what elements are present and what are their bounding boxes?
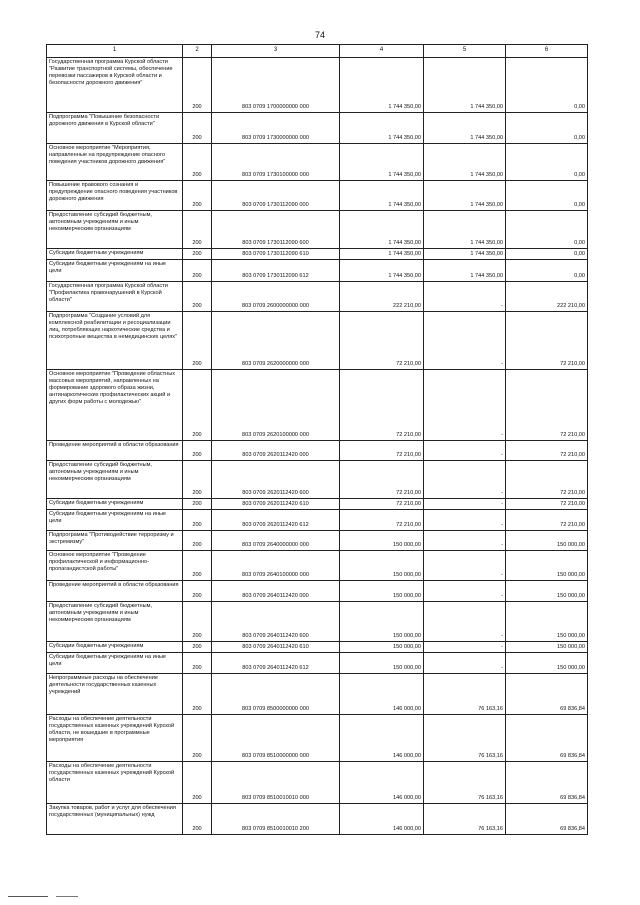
table-header-row bbox=[47, 45, 588, 58]
row-code: 200 bbox=[183, 602, 212, 642]
row-approved: 146 000,00 bbox=[340, 715, 424, 762]
row-unexecuted: 150 000,00 bbox=[506, 551, 588, 581]
row-classifier: 803 0709 2640000000 000 bbox=[212, 531, 340, 551]
row-executed: - bbox=[424, 441, 506, 461]
table-row bbox=[47, 762, 588, 804]
row-executed: 76 163,16 bbox=[424, 715, 506, 762]
row-executed: - bbox=[424, 282, 506, 312]
row-executed: 1 744 350,00 bbox=[424, 181, 506, 211]
row-code: 200 bbox=[183, 461, 212, 499]
row-code: 200 bbox=[183, 762, 212, 804]
page-number: 74 bbox=[314, 30, 325, 40]
row-approved: 150 000,00 bbox=[340, 551, 424, 581]
row-name: Субсидии бюджетным учреждениям на иные цели bbox=[47, 510, 183, 531]
row-classifier: 803 0709 2620112420 612 bbox=[212, 510, 340, 531]
row-name: Непрограммные расходы на обеспечение деятельности государственных казенных учреждений bbox=[47, 674, 183, 715]
row-classifier: 803 0709 1730100000 000 bbox=[212, 144, 340, 181]
row-unexecuted: 0,00 bbox=[506, 144, 588, 181]
row-approved: 72 210,00 bbox=[340, 461, 424, 499]
row-code: 200 bbox=[183, 370, 212, 441]
row-name: Основное мероприятие "Мероприятия, направленные на предупреждение опасного поведения участников дорожного движения" bbox=[47, 144, 183, 181]
row-code: 200 bbox=[183, 312, 212, 370]
row-name: Субсидии бюджетным учреждениям bbox=[47, 249, 183, 260]
table-row bbox=[47, 144, 588, 181]
row-executed: - bbox=[424, 370, 506, 441]
row-name: Основное мероприятие "Проведение профилактической и информационно-пропагандистской работы" bbox=[47, 551, 183, 581]
table-row bbox=[47, 441, 588, 461]
row-executed: - bbox=[424, 602, 506, 642]
row-name: Государственная программа Курской области "Развитие транспортной системы, обеспечение перевозки пассажиров в Курской области и безопасности дорожного движения" bbox=[47, 58, 183, 113]
row-executed: - bbox=[424, 581, 506, 602]
row-unexecuted: 72 210,00 bbox=[506, 312, 588, 370]
row-code: 200 bbox=[183, 499, 212, 510]
row-name: Субсидии бюджетным учреждениям на иные цели bbox=[47, 653, 183, 674]
row-executed: 1 744 350,00 bbox=[424, 260, 506, 282]
row-classifier: 803 0709 2640112420 000 bbox=[212, 581, 340, 602]
row-approved: 150 000,00 bbox=[340, 653, 424, 674]
row-executed: - bbox=[424, 653, 506, 674]
row-approved: 146 000,00 bbox=[340, 804, 424, 835]
row-approved: 150 000,00 bbox=[340, 581, 424, 602]
table-row bbox=[47, 312, 588, 370]
row-executed: - bbox=[424, 642, 506, 653]
row-name: Основное мероприятие "Проведение областных массовых мероприятий, направленных на формирование здорового образа жизни, антинаркотических профилактических акций и других форм работы с молодежью" bbox=[47, 370, 183, 441]
row-classifier: 803 0709 8510010010 200 bbox=[212, 804, 340, 835]
row-unexecuted: 150 000,00 bbox=[506, 653, 588, 674]
row-unexecuted: 69 836,84 bbox=[506, 762, 588, 804]
row-classifier: 803 0709 2640112420 610 bbox=[212, 642, 340, 653]
row-classifier: 803 0709 1730112090 600 bbox=[212, 211, 340, 249]
row-approved: 222 210,00 bbox=[340, 282, 424, 312]
row-unexecuted: 69 836,84 bbox=[506, 674, 588, 715]
row-name: Субсидии бюджетным учреждениям на иные цели bbox=[47, 260, 183, 282]
table-row bbox=[47, 58, 588, 113]
row-classifier: 803 0709 2640112420 600 bbox=[212, 602, 340, 642]
row-name: Проведение мероприятий в области образования bbox=[47, 441, 183, 461]
row-code: 200 bbox=[183, 249, 212, 260]
row-unexecuted: 150 000,00 bbox=[506, 602, 588, 642]
row-executed: 76 163,16 bbox=[424, 762, 506, 804]
row-unexecuted: 72 210,00 bbox=[506, 510, 588, 531]
row-unexecuted: 150 000,00 bbox=[506, 581, 588, 602]
row-code: 200 bbox=[183, 144, 212, 181]
row-unexecuted: 69 836,84 bbox=[506, 804, 588, 835]
row-approved: 1 744 350,00 bbox=[340, 260, 424, 282]
row-executed: - bbox=[424, 510, 506, 531]
table-row bbox=[47, 181, 588, 211]
row-name: Подпрограмма "Противодействие терроризму и экстремизму" bbox=[47, 531, 183, 551]
row-code: 200 bbox=[183, 211, 212, 249]
row-executed: - bbox=[424, 499, 506, 510]
row-name: Подпрограмма "Создание условий для комплексной реабилитации и ресоциализации лиц, потребляющих наркотические средства и психотропные вещества в немедицинских целях" bbox=[47, 312, 183, 370]
row-name: Предоставление субсидий бюджетным, автономным учреждениям и иным некоммерческим организациям bbox=[47, 602, 183, 642]
column-header: 1 bbox=[47, 45, 183, 58]
budget-table bbox=[46, 44, 588, 835]
row-name: Предоставление субсидий бюджетным, автономным учреждениям и иным некоммерческим организациям bbox=[47, 211, 183, 249]
row-classifier: 803 0709 2640100000 000 bbox=[212, 551, 340, 581]
row-classifier: 803 0709 2620000000 000 bbox=[212, 312, 340, 370]
table-row bbox=[47, 370, 588, 441]
row-classifier: 803 0709 8510000000 000 bbox=[212, 715, 340, 762]
row-executed: 1 744 350,00 bbox=[424, 113, 506, 144]
row-classifier: 803 0709 8510010010 000 bbox=[212, 762, 340, 804]
row-code: 200 bbox=[183, 282, 212, 312]
row-unexecuted: 72 210,00 bbox=[506, 499, 588, 510]
row-name: Субсидии бюджетным учреждениям bbox=[47, 499, 183, 510]
table-row bbox=[47, 282, 588, 312]
row-unexecuted: 72 210,00 bbox=[506, 461, 588, 499]
row-unexecuted: 72 210,00 bbox=[506, 441, 588, 461]
column-header: 5 bbox=[424, 45, 506, 58]
row-name: Закупка товаров, работ и услуг для обеспечения государственных (муниципальных) нужд bbox=[47, 804, 183, 835]
table-row bbox=[47, 113, 588, 144]
table-row bbox=[47, 715, 588, 762]
row-executed: - bbox=[424, 312, 506, 370]
row-name: Государственная программа Курской области "Профилактика правонарушений в Курской области" bbox=[47, 282, 183, 312]
row-code: 200 bbox=[183, 804, 212, 835]
row-executed: - bbox=[424, 551, 506, 581]
row-classifier: 803 0709 1730112090 000 bbox=[212, 181, 340, 211]
table-row bbox=[47, 602, 588, 642]
row-code: 200 bbox=[183, 674, 212, 715]
column-header: 4 bbox=[340, 45, 424, 58]
table-row bbox=[47, 804, 588, 835]
row-code: 200 bbox=[183, 581, 212, 602]
row-unexecuted: 0,00 bbox=[506, 113, 588, 144]
row-approved: 150 000,00 bbox=[340, 642, 424, 653]
row-classifier: 803 0709 2640112420 612 bbox=[212, 653, 340, 674]
row-name: Расходы на обеспечение деятельности государственных казенных учреждений Курской области, не вошедшие в программные мероприятия bbox=[47, 715, 183, 762]
row-code: 200 bbox=[183, 531, 212, 551]
table-row bbox=[47, 211, 588, 249]
row-unexecuted: 150 000,00 bbox=[506, 642, 588, 653]
table-row bbox=[47, 249, 588, 260]
row-executed: 1 744 350,00 bbox=[424, 144, 506, 181]
table-row bbox=[47, 531, 588, 551]
row-code: 200 bbox=[183, 642, 212, 653]
row-name: Расходы на обеспечение деятельности государственных казенных учреждений Курской области bbox=[47, 762, 183, 804]
row-approved: 1 744 350,00 bbox=[340, 144, 424, 181]
row-executed: 1 744 350,00 bbox=[424, 211, 506, 249]
row-name: Повышение правового сознания и предупреждение опасного поведения участников дорожного движения bbox=[47, 181, 183, 211]
table-row bbox=[47, 461, 588, 499]
row-executed: 1 744 350,00 bbox=[424, 249, 506, 260]
row-approved: 1 744 350,00 bbox=[340, 58, 424, 113]
row-approved: 72 210,00 bbox=[340, 312, 424, 370]
table-row bbox=[47, 499, 588, 510]
row-code: 200 bbox=[183, 441, 212, 461]
footer-rule bbox=[8, 896, 48, 897]
row-code: 200 bbox=[183, 260, 212, 282]
row-approved: 72 210,00 bbox=[340, 370, 424, 441]
row-approved: 72 210,00 bbox=[340, 441, 424, 461]
row-approved: 1 744 350,00 bbox=[340, 249, 424, 260]
row-code: 200 bbox=[183, 551, 212, 581]
row-unexecuted: 0,00 bbox=[506, 249, 588, 260]
row-unexecuted: 69 836,84 bbox=[506, 715, 588, 762]
row-code: 200 bbox=[183, 181, 212, 211]
row-classifier: 803 0709 2600000000 000 bbox=[212, 282, 340, 312]
row-classifier: 803 0709 1730000000 000 bbox=[212, 113, 340, 144]
row-approved: 1 744 350,00 bbox=[340, 211, 424, 249]
column-header: 3 bbox=[212, 45, 340, 58]
column-header: 2 bbox=[183, 45, 212, 58]
row-approved: 72 210,00 bbox=[340, 499, 424, 510]
row-code: 200 bbox=[183, 113, 212, 144]
table-row bbox=[47, 642, 588, 653]
row-executed: 1 744 350,00 bbox=[424, 58, 506, 113]
row-code: 200 bbox=[183, 653, 212, 674]
column-header: 6 bbox=[506, 45, 588, 58]
row-executed: 76 163,16 bbox=[424, 804, 506, 835]
table-row bbox=[47, 260, 588, 282]
row-approved: 1 744 350,00 bbox=[340, 113, 424, 144]
row-classifier: 803 0709 8500000000 000 bbox=[212, 674, 340, 715]
row-executed: - bbox=[424, 461, 506, 499]
row-code: 200 bbox=[183, 715, 212, 762]
row-classifier: 803 0709 2620112420 600 bbox=[212, 461, 340, 499]
row-name: Предоставление субсидий бюджетным, автономным учреждениям и иным некоммерческим организациям bbox=[47, 461, 183, 499]
row-approved: 146 000,00 bbox=[340, 762, 424, 804]
row-unexecuted: 0,00 bbox=[506, 181, 588, 211]
table-row bbox=[47, 551, 588, 581]
row-executed: - bbox=[424, 531, 506, 551]
row-unexecuted: 222 210,00 bbox=[506, 282, 588, 312]
row-classifier: 803 0709 2620112420 610 bbox=[212, 499, 340, 510]
table-row bbox=[47, 674, 588, 715]
row-classifier: 803 0709 1730112090 612 bbox=[212, 260, 340, 282]
footer-rule bbox=[56, 896, 78, 897]
row-unexecuted: 150 000,00 bbox=[506, 531, 588, 551]
table-row bbox=[47, 510, 588, 531]
row-approved: 1 744 350,00 bbox=[340, 181, 424, 211]
row-name: Подпрограмма "Повышение безопасности дорожного движения в Курской области" bbox=[47, 113, 183, 144]
row-classifier: 803 0709 1700000000 000 bbox=[212, 58, 340, 113]
row-code: 200 bbox=[183, 510, 212, 531]
table-row bbox=[47, 581, 588, 602]
row-unexecuted: 72 210,00 bbox=[506, 370, 588, 441]
row-approved: 150 000,00 bbox=[340, 602, 424, 642]
row-name: Субсидии бюджетным учреждениям bbox=[47, 642, 183, 653]
table-row bbox=[47, 653, 588, 674]
row-executed: 76 163,16 bbox=[424, 674, 506, 715]
row-classifier: 803 0709 2620100000 000 bbox=[212, 370, 340, 441]
row-unexecuted: 0,00 bbox=[506, 211, 588, 249]
row-unexecuted: 0,00 bbox=[506, 260, 588, 282]
row-name: Проведение мероприятий в области образования bbox=[47, 581, 183, 602]
row-code: 200 bbox=[183, 58, 212, 113]
row-classifier: 803 0709 1730112090 610 bbox=[212, 249, 340, 260]
row-approved: 146 000,00 bbox=[340, 674, 424, 715]
row-unexecuted: 0,00 bbox=[506, 58, 588, 113]
row-classifier: 803 0709 2620112420 000 bbox=[212, 441, 340, 461]
row-approved: 150 000,00 bbox=[340, 531, 424, 551]
row-approved: 72 210,00 bbox=[340, 510, 424, 531]
